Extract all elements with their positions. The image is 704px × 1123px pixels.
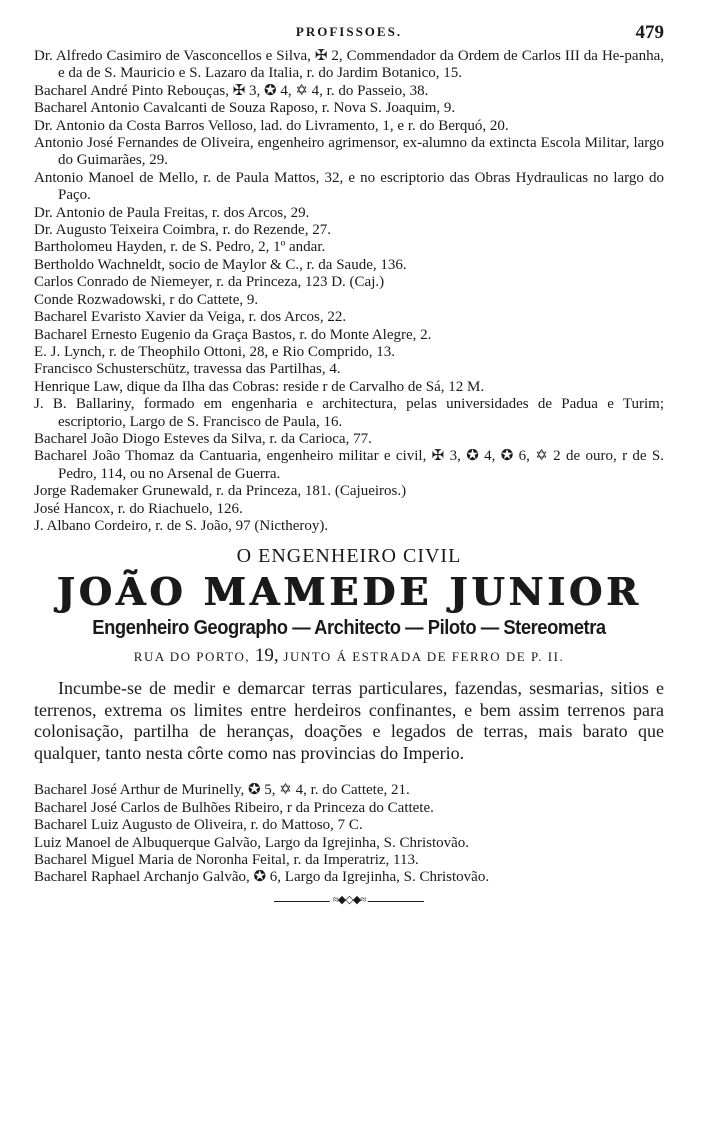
ad-address — [34, 641, 664, 672]
list-item: Bacharel Evaristo Xavier da Veiga, r. dos Arcos, 22. — [34, 309, 347, 326]
ad-address-prefix: RUA DO PORTO, — [133, 649, 251, 665]
list-item: Dr. Antonio de Paula Freitas, r. dos Arcos, 29. — [34, 204, 310, 221]
list-item: Dr. Alfredo Casimiro de Vasconcellos e Silva, ✠ 2, Commendador da Ordem de Carlos III da He-panha, e da de S. Mauricio e S. Lazaro da Italia, r. do Jardim Botanico, 15. — [34, 48, 664, 82]
ad-body: Incumbe-se de medir e demarcar terras particulares, fazendas, sesmarias, sitios e terrenos, extrema os limites entre herdeiros confinantes, e bem assim terrenos para colonisação, partilha de heranças, doações e legados de terras, mais barato que qualquer, tanto nesta côrte como nas provincias do Imperio. — [34, 678, 664, 763]
list-item: Carlos Conrado de Niemeyer, r. da Princeza, 123 D. (Caj.) — [34, 274, 385, 291]
list-item: Bacharel José Arthur de Murinelly, ✪ 5, ✡ 4, r. do Cattete, 21. — [34, 782, 410, 799]
advertisement — [34, 543, 664, 764]
list-item: Bacharel Ernesto Eugenio da Graça Bastos, r. do Monte Alegre, 2. — [34, 326, 432, 343]
list-item: Bacharel João Thomaz da Cantuaria, engenheiro militar e civil, ✠ 3, ✪ 4, ✪ 6, ✡ 2 de ouro, r de S. Pedro, 114, ou no Arsenal de Guerra. — [34, 448, 664, 482]
list-item: J. B. Ballariny, formado em engenharia e architectura, pelas universidades de Padua e Turim; escriptorio, Largo de S. Francisco de Paula, 16. — [34, 396, 664, 430]
list-item: Luiz Manoel de Albuquerque Galvão, Largo da Igrejinha, S. Christovão. — [34, 834, 470, 851]
ad-address-suffix: JUNTO Á ESTRADA DE FERRO DE P. II. — [283, 649, 565, 665]
entry-list-continued — [34, 782, 664, 886]
list-item: Dr. Augusto Teixeira Coimbra, r. do Rezende, 27. — [34, 222, 331, 239]
list-item: Antonio Manoel de Mello, r. de Paula Mattos, 32, e no escriptorio das Obras Hydraulicas no largo do Paço. — [34, 169, 664, 204]
list-item: Bacharel Antonio Cavalcanti de Souza Raposo, r. Nova S. Joaquim, 9. — [34, 100, 456, 117]
list-item: Jorge Rademaker Grunewald, r. da Princeza, 181. (Cajueiros.) — [34, 483, 407, 500]
ornament-icon: ≈◆◇◆≈ — [330, 893, 368, 906]
entry-list — [34, 48, 664, 535]
list-item: Conde Rozwadowski, r do Cattete, 9. — [34, 291, 259, 308]
footer-ornament-rule — [274, 893, 424, 906]
page-number: 479 — [635, 22, 664, 43]
ad-name: JOÃO MAMEDE JUNIOR — [56, 569, 642, 615]
list-item: José Hancox, r. do Riachuelo, 126. — [34, 500, 243, 517]
list-item: Bertholdo Wachneldt, socio de Maylor & C., r. da Saude, 136. — [34, 256, 407, 273]
list-item: Bacharel João Diogo Esteves da Silva, r. da Carioca, 77. — [34, 430, 372, 447]
list-item: E. J. Lynch, r. de Theophilo Ottoni, 28, e Rio Comprido, 13. — [34, 343, 395, 360]
document-page — [34, 18, 664, 905]
list-item: Henrique Law, dique da Ilha das Cobras: reside r de Carvalho de Sá, 12 M. — [34, 378, 485, 395]
list-item: Antonio José Fernandes de Oliveira, engenheiro agrimensor, ex-alumno da extincta Escola Militar, largo do Guimarães, 29. — [34, 135, 664, 169]
ad-heading: O ENGENHEIRO CIVIL — [236, 545, 462, 568]
list-item: Bacharel André Pinto Rebouças, ✠ 3, ✪ 4, ✡ 4, r. do Passeio, 38. — [34, 82, 429, 99]
list-item: Bartholomeu Hayden, r. de S. Pedro, 2, 1º andar. — [34, 239, 326, 256]
section-title: PROFISSOES. — [295, 24, 403, 39]
list-item: Bacharel José Carlos de Bulhões Ribeiro, r da Princeza do Cattete. — [34, 799, 434, 816]
list-item: Bacharel Miguel Maria de Noronha Feital, r. da Imperatriz, 113. — [34, 852, 419, 868]
page-header — [34, 18, 664, 48]
ad-subtitle: Engenheiro Geographo — Architecto — Piloto — Stereometra — [92, 617, 606, 640]
list-item: Bacharel Luiz Augusto de Oliveira, r. do Mattoso, 7 C. — [34, 817, 363, 834]
list-item: J. Albano Cordeiro, r. de S. João, 97 (Nictheroy). — [34, 517, 329, 534]
list-item: Bacharel Raphael Archanjo Galvão, ✪ 6, Largo da Igrejinha, S. Christovão. — [34, 869, 490, 886]
list-item: Francisco Schusterschütz, travessa das Partilhas, 4. — [34, 361, 341, 378]
ad-address-number: 19, — [254, 645, 279, 667]
list-item: Dr. Antonio da Costa Barros Velloso, lad. do Livramento, 1, e r. do Berquó, 20. — [34, 117, 509, 134]
